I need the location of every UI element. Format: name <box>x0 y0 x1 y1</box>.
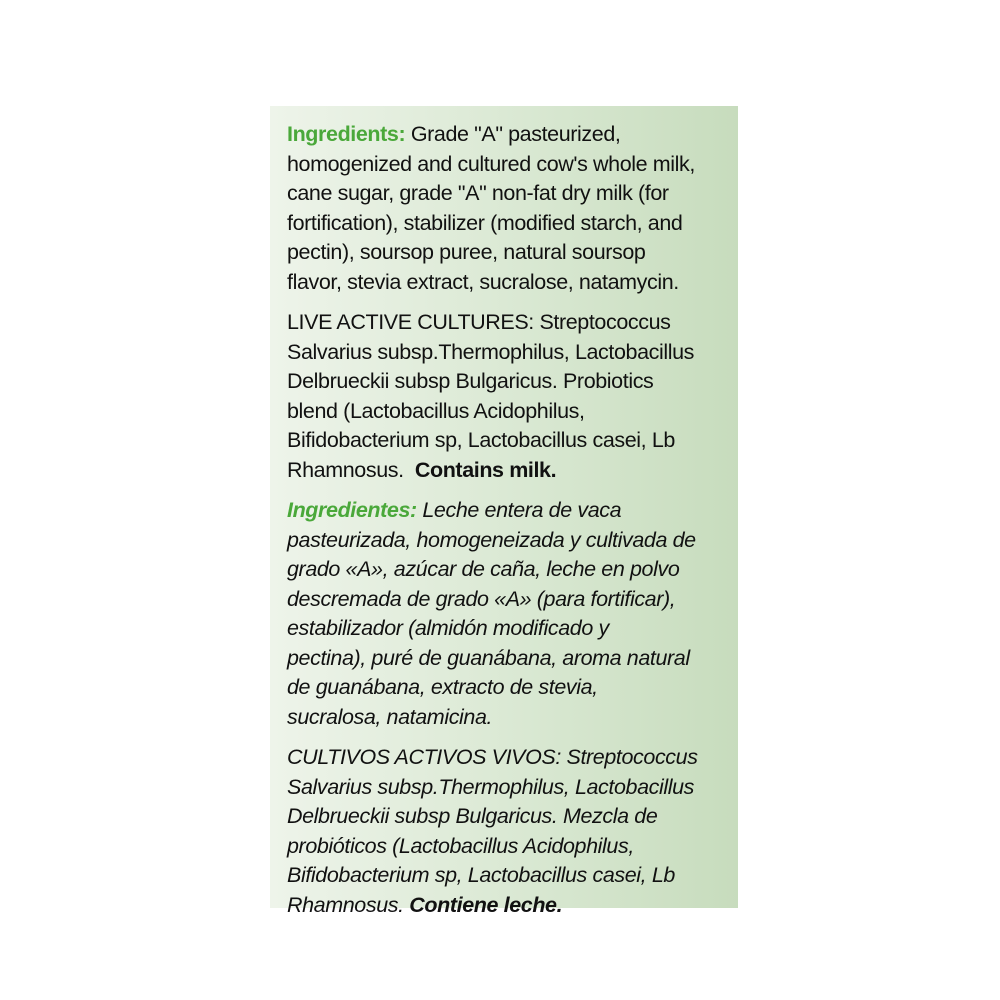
spanish-ingredients-line: grado «A», azúcar de caña, leche en polvo <box>287 557 680 581</box>
spanish-cultures-line: probióticos (Lactobacillus Acidophilus, <box>287 833 634 858</box>
spanish-ingredients-line: estabilizador (almidón modificado y <box>287 616 609 640</box>
spanish-ingredients-line: descremada de grado «A» (para fortificar), <box>287 586 676 611</box>
spanish-ingredients-heading: Ingredientes: <box>287 498 417 522</box>
spanish-allergen-statement: Contiene leche. <box>409 892 563 917</box>
english-allergen-statement: Contains milk. <box>414 457 557 482</box>
english-cultures-line: blend (Lactobacillus Acidophilus, <box>287 398 585 423</box>
spanish-ingredients-line-1 <box>287 496 724 526</box>
english-cultures-last-line <box>287 456 724 486</box>
english-ingredients-heading: Ingredients: <box>287 122 406 146</box>
ingredients-label-panel <box>270 106 738 917</box>
english-cultures-text: Rhamnosus. <box>287 457 415 482</box>
english-ingredients-line: flavor, stevia extract, sucralose, natamycin. <box>287 269 679 294</box>
spanish-ingredients-line: pectina), puré de guanábana, aroma natural <box>287 645 690 670</box>
spanish-cultures-text: Rhamnosus. <box>287 892 410 917</box>
spanish-ingredients-paragraph <box>287 496 724 732</box>
spanish-ingredients-text: Leche entera de vaca <box>416 498 622 522</box>
english-ingredients-text: Grade "A" pasteurized, <box>405 122 621 146</box>
spanish-cultures-paragraph <box>287 743 724 920</box>
english-cultures-paragraph <box>287 308 724 485</box>
english-ingredients-paragraph <box>287 120 724 297</box>
english-ingredients-line: fortification), stabilizer (modified starch, and <box>287 210 683 235</box>
spanish-ingredients-line: sucralosa, natamicina. <box>287 704 493 729</box>
spanish-ingredients-line: pasteurizada, homogeneizada y cultivada de <box>287 527 696 552</box>
english-cultures-line: LIVE ACTIVE CULTURES: Streptococcus <box>287 310 671 334</box>
spanish-cultures-line: Delbrueckii subsp Bulgaricus. Mezcla de <box>287 804 658 828</box>
english-cultures-line: Bifidobacterium sp, Lactobacillus casei, Lb <box>287 428 675 452</box>
spanish-cultures-line: CULTIVOS ACTIVOS VIVOS: Streptococcus <box>287 745 698 769</box>
english-ingredients-line: homogenized and cultured cow's whole milk, <box>287 151 695 176</box>
english-ingredients-line-1 <box>287 120 724 150</box>
spanish-cultures-last-line <box>287 891 724 921</box>
english-cultures-line: Delbrueckii subsp Bulgaricus. Probiotics <box>287 369 654 393</box>
spanish-cultures-line: Salvarius subsp.Thermophilus, Lactobacillus <box>287 774 695 799</box>
spanish-cultures-line: Bifidobacterium sp, Lactobacillus casei, Lb <box>287 863 675 887</box>
english-ingredients-line: pectin), soursop puree, natural soursop <box>287 240 646 264</box>
english-ingredients-line: cane sugar, grade "A" non-fat dry milk (for <box>287 181 669 205</box>
english-cultures-line: Salvarius subsp.Thermophilus, Lactobacillus <box>287 339 695 364</box>
spanish-ingredients-line: de guanábana, extracto de stevia, <box>287 675 598 699</box>
